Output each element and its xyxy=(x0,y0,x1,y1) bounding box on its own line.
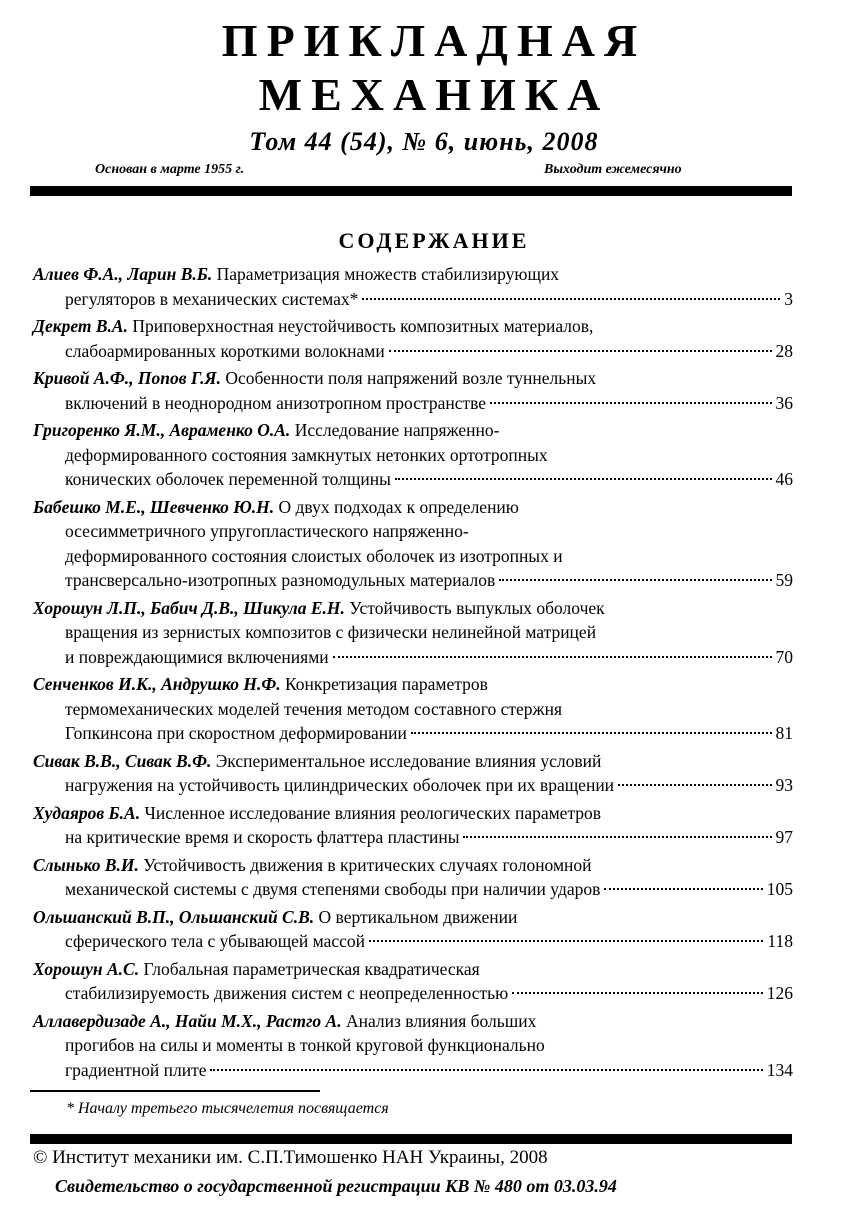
toc-title-start: Приповерхностная неустойчивость композитных материалов, xyxy=(132,316,594,336)
toc-authors: Ольшанский В.П., Ольшанский С.В. xyxy=(33,906,315,927)
toc-authors: Алиев Ф.А., Ларин В.Б. xyxy=(33,264,213,284)
toc-page-number: 93 xyxy=(775,775,793,795)
toc-leader-dots xyxy=(604,888,762,890)
toc-page-number: 36 xyxy=(775,392,793,413)
toc-entry-last-line xyxy=(33,568,793,593)
toc-title-start: Конкретизация параметров xyxy=(284,674,488,694)
toc-leader-dots xyxy=(463,836,771,838)
header-divider xyxy=(30,186,792,196)
toc-authors: Бабешко М.Е., Шевченко Ю.Н. xyxy=(33,496,275,517)
toc-title-start: Анализ влияния больших xyxy=(345,1010,537,1031)
toc-entry-first-line xyxy=(33,418,793,443)
toc-leader-dots xyxy=(333,656,772,658)
toc-leader-dots xyxy=(618,784,771,786)
toc-entry-last-line xyxy=(33,773,793,798)
toc-authors: Худаяров Б.А. xyxy=(33,802,141,823)
toc-entry-last-line xyxy=(33,877,793,902)
toc-page-number: 81 xyxy=(775,723,793,743)
toc-page-number: 105 xyxy=(766,879,793,899)
journal-title-line2: МЕХАНИКА xyxy=(258,69,610,120)
toc-entry-last-line xyxy=(33,645,793,670)
founded-note: Основан в марте 1955 г. xyxy=(95,162,245,177)
toc-leader-dots xyxy=(210,1069,762,1071)
toc-entry-first-line xyxy=(33,366,793,391)
toc-title-start: Особенности поля напряжений возле туннельных xyxy=(225,368,597,388)
toc-entry-last-line xyxy=(33,339,793,364)
toc-entry-first-line xyxy=(33,314,793,339)
toc-entry xyxy=(33,495,793,593)
toc-entry xyxy=(33,672,793,746)
toc-title-start: Исследование напряженно- xyxy=(294,420,500,440)
issue-info: Том 44 (54), № 6, июнь, 2008 xyxy=(249,127,599,156)
toc-entry xyxy=(33,749,793,798)
toc-entry-first-line xyxy=(33,957,793,982)
toc-title-end: стабилизируемость движения систем с неопределенностью xyxy=(65,983,509,1003)
toc-title-end: конических оболочек переменной толщины xyxy=(65,469,391,489)
toc-entry xyxy=(33,905,793,954)
toc-entry xyxy=(33,853,793,902)
toc-title-end: трансверсально-изотропных разномодульных материалов xyxy=(65,570,496,590)
toc-page-number: 126 xyxy=(766,983,793,1003)
footnote-divider xyxy=(30,1090,320,1092)
toc-title-continuation: деформированного состояния замкнутых нетонких ортотропных xyxy=(65,444,548,465)
toc-title-end: регуляторов в механических системах* xyxy=(65,288,359,309)
toc-title-end: слабоармированных короткими волокнами xyxy=(65,340,385,361)
toc-entry-first-line xyxy=(33,749,793,774)
toc-title-end: Гопкинсона при скоростном деформировании xyxy=(65,723,407,743)
toc-page-number: 59 xyxy=(775,570,793,590)
toc-title-continuation: деформированного состояния слоистых оболочек из изотропных и xyxy=(65,545,563,566)
toc-leader-dots xyxy=(389,350,772,352)
toc-title-end: механической системы с двумя степенями свободы при наличии ударов xyxy=(65,879,601,899)
journal-title-line1: ПРИКЛАДНАЯ xyxy=(221,15,647,66)
toc-authors: Аллавердизаде А., Найи М.Х., Растго А. xyxy=(33,1010,342,1031)
toc-entry xyxy=(33,801,793,850)
toc-entry xyxy=(33,314,793,363)
footnote: * Началу третьего тысячелетия посвящается xyxy=(66,1100,389,1117)
toc-page-number: 28 xyxy=(775,340,793,361)
toc-title-start: Численное исследование влияния реологических параметров xyxy=(144,802,602,823)
toc-authors: Хорошун Л.П., Бабич Д.В., Шикула Е.Н. xyxy=(33,597,345,618)
toc-entry-first-line xyxy=(33,672,793,697)
toc-authors: Хорошун А.С. xyxy=(33,958,140,979)
toc-page-number: 70 xyxy=(775,646,793,667)
contents-heading: СОДЕРЖАНИЕ xyxy=(338,228,530,253)
toc-leader-dots xyxy=(362,298,780,300)
toc-authors: Декрет В.А. xyxy=(33,316,128,336)
toc-title-end: нагружения на устойчивость цилиндрических оболочек при их вращении xyxy=(65,775,615,795)
table-of-contents xyxy=(33,262,793,1085)
toc-authors: Григоренко Я.М., Авраменко О.А. xyxy=(33,420,291,440)
toc-title-start: Устойчивость движения в критических случаях голономной xyxy=(143,854,592,875)
toc-title-start: О двух подходах к определению xyxy=(278,496,519,517)
toc-title-end: включений в неоднородном анизотропном пространстве xyxy=(65,392,487,413)
toc-title-start: Глобальная параметрическая квадратическая xyxy=(143,958,480,979)
toc-title-start: Параметризация множеств стабилизирующих xyxy=(216,264,560,284)
registration-line: Свидетельство о государственной регистрации КВ № 480 от 03.03.94 xyxy=(55,1176,617,1196)
toc-entry-first-line xyxy=(33,905,793,930)
toc-leader-dots xyxy=(490,402,771,404)
toc-entry-first-line xyxy=(33,853,793,878)
toc-title-continuation: вращения из зернистых композитов с физически нелинейной матрицей xyxy=(65,622,597,642)
toc-entry-first-line xyxy=(33,262,793,287)
toc-page-number: 3 xyxy=(784,288,793,309)
toc-authors: Слынько В.И. xyxy=(33,854,139,875)
toc-entry xyxy=(33,596,793,670)
toc-page-number: 97 xyxy=(775,827,793,847)
toc-entry-last-line xyxy=(33,981,793,1006)
toc-entry xyxy=(33,262,793,311)
toc-leader-dots xyxy=(411,732,772,734)
toc-entry-last-line xyxy=(33,1058,793,1083)
toc-entry-first-line xyxy=(33,801,793,826)
toc-title-start: О вертикальном движении xyxy=(318,906,518,927)
toc-leader-dots xyxy=(369,940,763,942)
copyright-line: © Институт механики им. С.П.Тимошенко НАН Украины, 2008 xyxy=(33,1147,548,1168)
toc-entry xyxy=(33,366,793,415)
toc-title-end: сферического тела с убывающей массой xyxy=(65,931,366,951)
toc-entry-first-line xyxy=(33,596,793,621)
toc-leader-dots xyxy=(395,478,772,480)
toc-page-number: 46 xyxy=(775,469,793,489)
toc-entry-first-line xyxy=(33,1009,793,1034)
toc-entry-last-line xyxy=(33,929,793,954)
toc-page-number: 118 xyxy=(767,931,793,951)
toc-title-end: на критические время и скорость флаттера пластины xyxy=(65,827,460,847)
toc-authors: Кривой А.Ф., Попов Г.Я. xyxy=(33,368,221,388)
toc-entry xyxy=(33,957,793,1006)
toc-entry-first-line xyxy=(33,495,793,520)
toc-title-end: и повреждающимися включениями xyxy=(65,646,329,667)
toc-entry-last-line xyxy=(33,391,793,416)
toc-entry-last-line xyxy=(33,467,793,492)
toc-title-start: Устойчивость выпуклых оболочек xyxy=(349,597,605,618)
toc-title-continuation: осесимметричного упругопластического напряженно- xyxy=(65,521,469,541)
toc-title-end: градиентной плите xyxy=(65,1059,207,1080)
toc-title-continuation: термомеханических моделей течения методом составного стержня xyxy=(65,698,563,719)
footer-divider xyxy=(30,1134,792,1144)
toc-leader-dots xyxy=(499,579,771,581)
frequency-note: Выходит ежемесячно xyxy=(544,162,682,177)
toc-authors: Сивак В.В., Сивак В.Ф. xyxy=(33,750,212,771)
toc-title-start: Экспериментальное исследование влияния условий xyxy=(215,750,602,771)
toc-entry xyxy=(33,418,793,492)
toc-page-number: 134 xyxy=(766,1059,793,1080)
toc-title-continuation: прогибов на силы и моменты в тонкой круговой функционально xyxy=(65,1035,545,1055)
toc-entry-last-line xyxy=(33,825,793,850)
toc-entry-last-line xyxy=(33,287,793,312)
toc-leader-dots xyxy=(512,992,763,994)
toc-entry-last-line xyxy=(33,721,793,746)
toc-authors: Сенченков И.К., Андрушко Н.Ф. xyxy=(33,674,281,694)
toc-entry xyxy=(33,1009,793,1083)
